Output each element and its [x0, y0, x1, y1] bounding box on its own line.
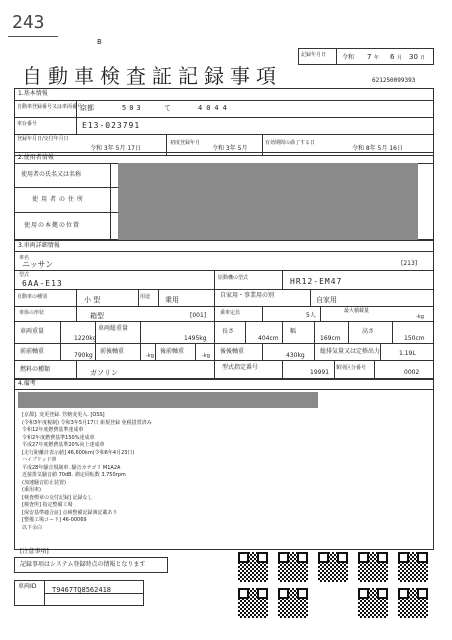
note-line: 平成27年度燃費基準20%向上達成車: [22, 442, 105, 448]
reg-date-label: 登録年月日/交付年月日: [17, 136, 69, 142]
rr: 430kg: [286, 352, 305, 359]
notes-redaction: [18, 392, 318, 408]
ff-label: 前前軸重: [20, 348, 45, 355]
note-line: [整備工場コード] 46-00069: [22, 517, 87, 523]
record-date-label: 記録年月日: [301, 52, 327, 58]
rf-label: 後前軸重: [160, 348, 185, 355]
engine-label: 原動機の型式: [218, 275, 249, 281]
shape-label: 車体の形状: [19, 310, 45, 316]
note-line: 令和12年度燃費基準達成車: [22, 427, 84, 433]
qr-code-5: [318, 552, 348, 582]
shape: 箱型: [90, 312, 104, 320]
length-label: 長さ: [222, 328, 235, 335]
engine: HR12-EM47: [290, 277, 343, 286]
use: 乗用: [165, 296, 179, 304]
fuel: ガソリン: [90, 369, 118, 377]
height-label: 高さ: [362, 328, 375, 335]
note-line: (乗用車): [22, 487, 41, 493]
length: 404cm: [258, 335, 279, 342]
note-line: 近接排気騒音値 70dB. 測定回転数 3,750rpm: [22, 472, 126, 478]
notice-heading: [注意事項]: [20, 548, 49, 555]
reg-region: 京都: [80, 104, 94, 112]
note-line: 以下余白: [22, 524, 43, 531]
user-name-label: 使用者の氏名又は名称: [21, 171, 82, 178]
notes-list: [22, 412, 322, 532]
gross-label: 車両総重量: [98, 325, 129, 332]
section3-heading: 3.車両詳細情報: [18, 242, 60, 249]
note-line: [検査標章の交付記録] 記録なし: [22, 494, 93, 501]
user-info-redaction: [118, 163, 418, 240]
user-address-label: 使用者の住所: [32, 196, 87, 203]
reg-date: 令和 3年 5月 17日: [90, 145, 141, 152]
qr-code-2: [238, 588, 268, 618]
max-load: -kg: [416, 314, 424, 320]
note-line: (加速騒音防止装置): [22, 479, 66, 486]
section2-heading: 2.使用者情報: [18, 154, 54, 161]
category-label: 類別区分番号: [336, 365, 367, 371]
rr-label: 後後軸重: [220, 348, 245, 355]
gross: 1495kg: [184, 335, 207, 342]
vehicle-id-label: 車両ID: [18, 583, 37, 590]
width: 169cm: [320, 335, 341, 342]
reg-digits: 4044: [198, 104, 231, 112]
vehicle-id-value: T9467TQ8562418: [52, 586, 112, 594]
fuel-label: 燃料の種類: [20, 366, 51, 373]
private: 自家用: [316, 296, 337, 304]
base-location-label: 使用の本拠の位置: [24, 222, 81, 229]
letter-b: B: [97, 38, 102, 46]
reg-class: 503: [122, 104, 144, 112]
private-label: 自家用・事業用の別: [220, 292, 275, 299]
maker-code: [213]: [401, 260, 418, 267]
handwritten-number: 243: [12, 12, 45, 33]
maker-label: 車名: [19, 255, 30, 261]
first-reg: 令和 3年 5月: [212, 145, 248, 152]
weight: 1220kg: [74, 335, 97, 342]
qr-code-3: [278, 552, 308, 582]
model: 6AA-E13: [22, 279, 63, 288]
qr-code-8: [398, 552, 428, 582]
width-label: 幅: [290, 328, 297, 335]
weight-label: 車両重量: [20, 328, 45, 335]
max-load-label: 最大積載量: [344, 308, 370, 314]
shape-code: [001]: [190, 312, 207, 319]
note-line: [走行距離計表示値] 46,600km(令和6年4月23日): [22, 449, 135, 456]
qr-code-1: [238, 552, 268, 582]
expiry-label: 有効期間の満了する日: [265, 140, 316, 146]
kind-label: 自動車の種別: [17, 294, 48, 300]
handwritten-underline: [8, 36, 58, 37]
note-line: 平成28年騒音規制車. 騒音カテゴリ M1A2A: [22, 464, 121, 471]
note-line: ハイブリッド車: [22, 457, 57, 463]
model-label: 型式: [19, 272, 30, 278]
record-date-day: 30: [409, 53, 418, 61]
fr: -kg: [146, 353, 154, 359]
notice-text: 記録事項はシステム登録時点の情報となります: [20, 561, 146, 568]
maker: ニッサン: [22, 260, 54, 269]
record-date-month: 6: [390, 53, 395, 61]
kind: 小 型: [84, 296, 101, 304]
section4-heading: 4.備考: [18, 380, 36, 387]
capacity: 5人: [306, 312, 316, 319]
qr-code-9: [398, 588, 428, 618]
use-label: 用途: [140, 294, 151, 300]
note-line: (令和3年度税制) 令和3年5月17日 新規登録 免税措置済み: [22, 419, 152, 426]
height: 150cm: [404, 335, 425, 342]
qr-code-4: [278, 588, 308, 618]
note-line: 令和2年度燃費基準150%達成車: [22, 434, 95, 441]
category: 0002: [404, 369, 420, 376]
record-date-era: 令和: [342, 54, 355, 61]
document-title: 自動車検査証記録事項: [22, 64, 282, 88]
displacement: 1.19L: [399, 350, 416, 357]
chassis-value: E13-023791: [82, 121, 141, 130]
type-cert-label: 型式指定番号: [222, 364, 259, 371]
document-number: 621250099393: [372, 77, 416, 84]
displacement-label: 総排気量又は定格出力: [320, 348, 381, 355]
rf: -kg: [202, 353, 210, 359]
fr-label: 前後軸重: [100, 348, 125, 355]
qr-code-7: [358, 588, 388, 618]
note-line: [保安基準適合証] 点検整備記録簿記載あり: [22, 509, 118, 516]
qr-code-6: [358, 552, 388, 582]
capacity-label: 乗車定員: [220, 310, 241, 316]
chassis-label: 車台番号: [17, 121, 38, 127]
reg-kana: て: [164, 104, 171, 112]
record-date-year: 7: [367, 53, 372, 61]
note-line: [京都]. 変更登録. 管轄変更入. [OSS]: [22, 412, 105, 418]
note-line: [検査所] 指定整備工場: [22, 502, 73, 508]
reg-number-label: 自動車登録番号又は車両番号: [17, 104, 83, 110]
first-reg-label: 初度登録年月: [170, 140, 201, 146]
expiry: 令和 8年 5月 16日: [352, 145, 403, 152]
type-cert: 19991: [310, 369, 330, 376]
ff: 790kg: [74, 352, 93, 359]
section1-heading: 1.基本情報: [18, 90, 48, 97]
